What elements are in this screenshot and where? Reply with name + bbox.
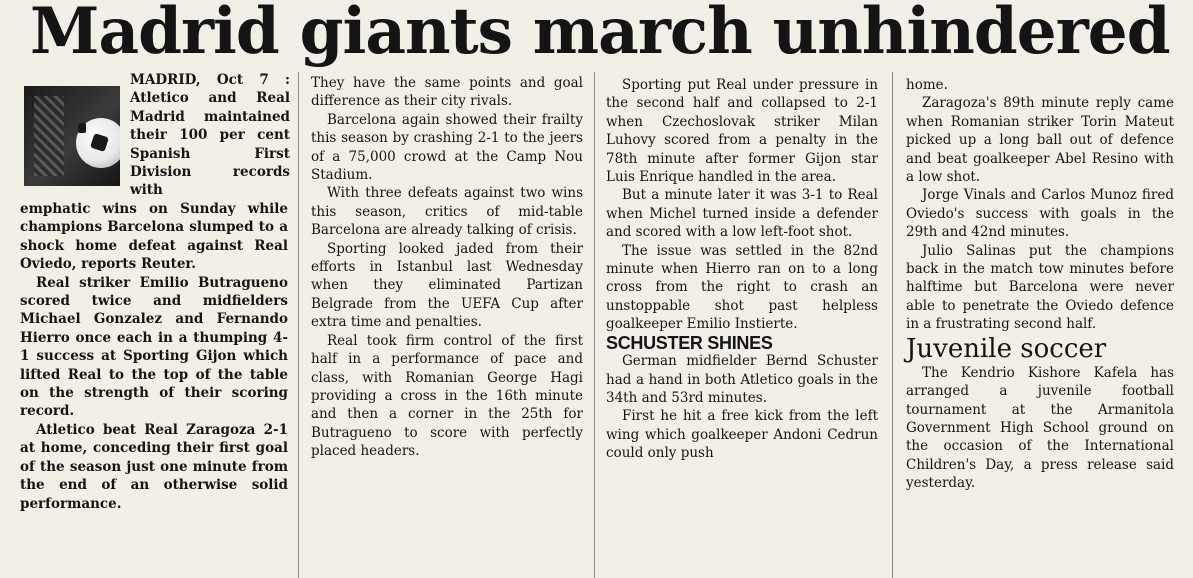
soccer-ball-icon: [76, 118, 120, 168]
paragraph: Real striker Emilio Butragueno scored twice and midfielders Michael Gonzalez and Fernando Hierro once each in a thumping 4-1 success at Sporting Gijon which lifted Real to the top of the table on the strength of their scoring record.: [20, 274, 288, 420]
paragraph: Barcelona again showed their frailty this season by crashing 2-1 to the jeers of a 75,000 crowd at the Camp Nou Stadium.: [311, 111, 583, 184]
headline: Madrid giants march unhindered: [30, 0, 1170, 69]
column-divider: [892, 72, 893, 578]
paragraph: They have the same points and goal difference as their city rivals.: [311, 75, 583, 110]
paragraph: German midfielder Bernd Schuster had a hand in both Atletico goals in the 34th and 53rd minutes.: [606, 353, 878, 406]
column-divider: [298, 72, 299, 578]
paragraph: The Kendrio Kishore Kafela has arranged a juvenile football tournament at the Armanitola Government High School ground on the occasion of the International Children's Day, a press release said yesterday.: [906, 364, 1174, 492]
column-1-lead: [130, 71, 290, 200]
paragraph: Sporting looked jaded from their efforts in Istanbul last Wednesday when they eliminated Partizan Belgrade from the UEFA Cup after extra time and penalties.: [311, 240, 583, 331]
paragraph: Julio Salinas put the champions back in the match tow minutes before halftime but Barcelona were never able to penetrate the Oviedo defence in a frustrating second half.: [906, 242, 1174, 333]
paragraph: home.: [906, 77, 948, 93]
paragraph: Sporting put Real under pressure in the second half and collapsed to 2-1 when Czechoslovak striker Milan Luhovy scored from a penalty in the 78th minute after former Gijon star Luis Enrique handled in the area.: [606, 77, 878, 186]
paragraph: Zaragoza's 89th minute reply came when Romanian striker Torin Mateut picked up a long ball out of defence and beat goalkeeper Abel Resino with a low shot.: [906, 95, 1174, 186]
paragraph: With three defeats against two wins this season, critics of mid-table Barcelona are already talking of crisis.: [311, 185, 583, 239]
column-3: [606, 76, 878, 463]
subheading: SCHUSTER SHINES: [606, 332, 773, 353]
column-4: [906, 76, 1174, 493]
paragraph: But a minute later it was 3-1 to Real when Michel turned inside a defender and scored with a low left-foot shot.: [606, 187, 878, 241]
paragraph: Jorge Vinals and Carlos Munoz fired Oviedo's success with goals in the 29th and 42nd minutes.: [906, 187, 1174, 241]
paragraph: Atletico beat Real Zaragoza 2-1 at home, conceding their first goal of the season just one minute from the end of an otherwise solid performance.: [20, 421, 288, 512]
column-divider: [594, 72, 595, 578]
paragraph: emphatic wins on Sunday while champions Barcelona slumped to a shock home defeat against Real Oviedo, reports Reuter.: [20, 201, 288, 273]
paragraph: The issue was settled in the 82nd minute when Hierro ran on to a long cross from the right to crash an unstoppable shot past helpless goalkeeper Emilio Instierte.: [606, 242, 878, 333]
paragraph: Real took firm control of the first half in a performance of pace and class, with Romanian George Hagi providing a cross in the 16th minute and then a corner in the 25th for Butragueno to score with perfectly placed headers.: [311, 332, 583, 460]
dateline-paragraph: MADRID, Oct 7 : Atletico and Real Madrid maintained their 100 per cent Spanish First Division records with: [130, 72, 290, 199]
section-title: Juvenile soccer: [906, 333, 1107, 364]
column-1: [20, 200, 288, 513]
football-player-photo: [24, 86, 120, 186]
column-2: [311, 74, 583, 461]
photo-background: [34, 96, 64, 176]
paragraph: First he hit a free kick from the left wing which goalkeeper Andoni Cedrun could only push: [606, 408, 878, 462]
